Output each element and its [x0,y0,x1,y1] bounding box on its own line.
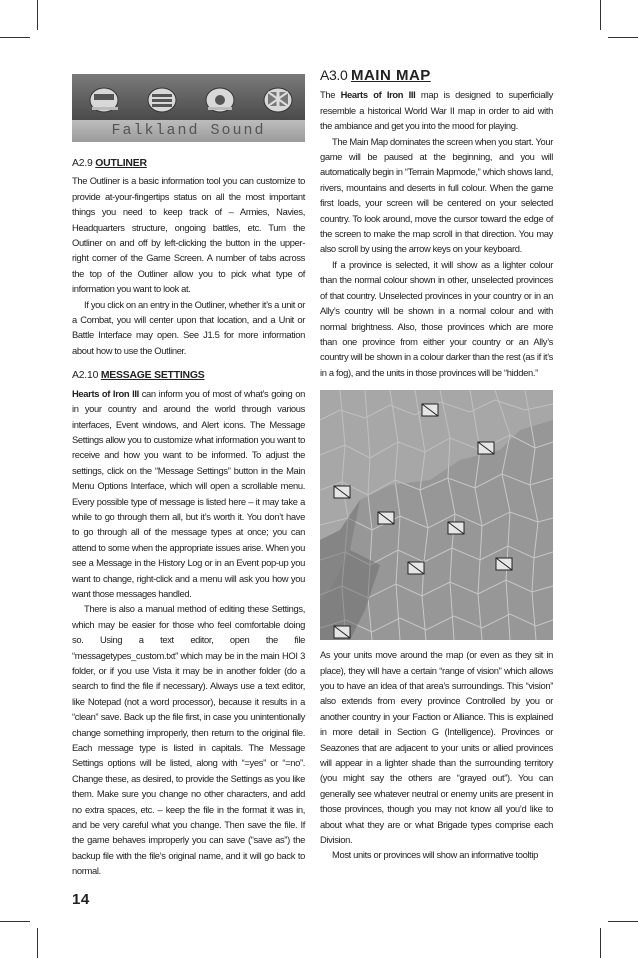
paragraph: If a province is selected, it will show as a lighter colour than the normal colour shown in other, unselected provinces of that country. Unselected provinces in your country or in an Ally’s country will be shown in a normal colour and with normal brightness. Also, those provinces which are more than one province from either your country or an Ally’s country will be shown in a colour darker than the rest (as if it’s in a fog), and the units in those provinces will be “hidden.” [320,258,553,378]
flag-icon[interactable] [264,88,292,112]
page-number: 14 [72,891,90,908]
section-number: A3.0 [320,67,348,83]
paragraph: There is also a manual method of editing these Settings, which may be easier for those who feel comfortable doing so. Using a text editor, open the file “messagetypes_custom.txt” which may be in the main HOI 3 folder, or if you use Vista it may be in another folder (do a search to find the file if necessary). Always use a text editor, like Notepad (not a word processor), because it results in a “clean” save. Back up the file first, in case you unintentionally change something improperly, then return to the original file. Each message type is listed in capitals. The Message Settings options will be listed, along with “=yes” or “=no”. Change these, as desired, to provide the Settings as you like them. Make sure you change no other characters, and add no extra spaces, etc. – keep the file in the format it was in, and be very careful what you change. Then save the file. If the game behaves improperly you can save (“save as”) the backup file with the file’s original name, and it will go back to normal. [72,603,305,877]
crop-mark [600,0,601,30]
crop-mark [600,928,601,958]
crop-mark [608,37,638,38]
paragraph: The Outliner is a basic information tool you can customize to provide at-your-fingertips status on all the most important things you need to keep track of – Armies, Navies, Headquarters structure, ongoing battles, etc. Turn the Outliner on and off by left-clicking the button in the upper-right corner of the Game Screen. A number of tabs across the top of the Outliner allow you to pick what type of information you want to look at. [72,175,305,295]
crop-mark [0,37,30,38]
section-number: A2.10 [72,370,99,382]
game-title: Hearts of Iron III [72,387,139,399]
crop-mark [37,928,38,958]
paragraph-text: map is designed to superficially resemble a historical World War II map in order to aid with the ambiance and get you into the mood for playing. [320,89,553,132]
right-column [320,68,553,863]
paragraph-lead: The [320,89,341,101]
section-title: MAIN MAP [350,67,431,84]
main-map-screenshot [320,390,553,640]
unit-counter[interactable] [422,404,438,416]
main-map-heading [320,68,553,83]
paragraph [72,386,305,602]
outliner-heading [72,156,305,171]
unit-counter[interactable] [408,562,424,574]
outliner-banner [72,74,305,142]
unit-counter[interactable] [378,512,394,524]
paragraph: If you click on an entry in the Outliner, whether it’s a unit or a Combat, you will center upon that location, and a Unit or Battle Interface may open. See J1.5 for more information about how to use the Outliner. [72,298,305,356]
message-settings-heading [72,368,305,383]
section-title: OUTLINER [95,158,147,169]
left-column [72,74,305,879]
aircraft-icon[interactable] [90,88,118,112]
paragraph [320,87,553,133]
unit-counter[interactable] [334,626,350,638]
paragraph-text: can inform you of most of what’s going on in your country and around the world through various interfaces, Event windows, and Alert icons. The Message Settings allow you to customize what information you want to receive and how you want to be informed. To adjust the settings, click on the “Message Settings” button in the Main Menu Options Interface, which will open a scrollable menu. Every possible type of message is listed here – it may take a while to go through them all, but it’s worth it. You don’t have to go through all of the message types at once; you can attend to some when the appropriate issues arise. When you see a Message in the History Log or in an Event pop-up you want to change, right-click and a menu will ask you how you want those messages handled. [72,387,305,599]
naval-icon[interactable] [148,88,176,112]
paragraph: As your units move around the map (or even as they sit in place), they will have a certain “range of vision” which allows you to have an idea of that area’s surroundings. This “vision” also extends from every province Controlled by you or another country in your Faction or Alliance. This is explained in more detail in Section G (Intelligence). Provinces or Seazones that are adjacent to your units or allied provinces will appear in a lighter shade than the surrounding territory (you might say the others are “grayed out”). You can generally see whatever neutral or enemy units are present in those provinces, though you may not know all you’d like to about what they are or what Brigade types comprise each Division. [320,649,553,845]
game-title: Hearts of Iron III [340,89,416,101]
crop-mark [608,921,638,922]
unit-counter[interactable] [478,442,494,454]
crop-mark [37,0,38,30]
crop-mark [0,921,30,922]
unit-counter[interactable] [496,558,512,570]
banner-caption: Falkland Sound [111,122,266,139]
unit-counter[interactable] [334,486,350,498]
paragraph: Most units or provinces will show an informative tooltip [332,849,539,861]
section-number: A2.9 [72,158,93,169]
section-title: MESSAGE SETTINGS [100,370,205,382]
unit-counter[interactable] [448,522,464,534]
army-icon[interactable] [206,88,234,112]
paragraph: The Main Map dominates the screen when you start. Your game will be paused at the beginning, and you will automatically begin in “Terrain Mapmode,” which shows land, rivers, mountains and deserts in full colour. When the game first loads, your screen will be centered on your selected country. To look around, move the cursor toward the edge of the screen to make the map scroll in that direction. You may also scroll by using the arrow keys on your keyboard. [320,135,553,255]
